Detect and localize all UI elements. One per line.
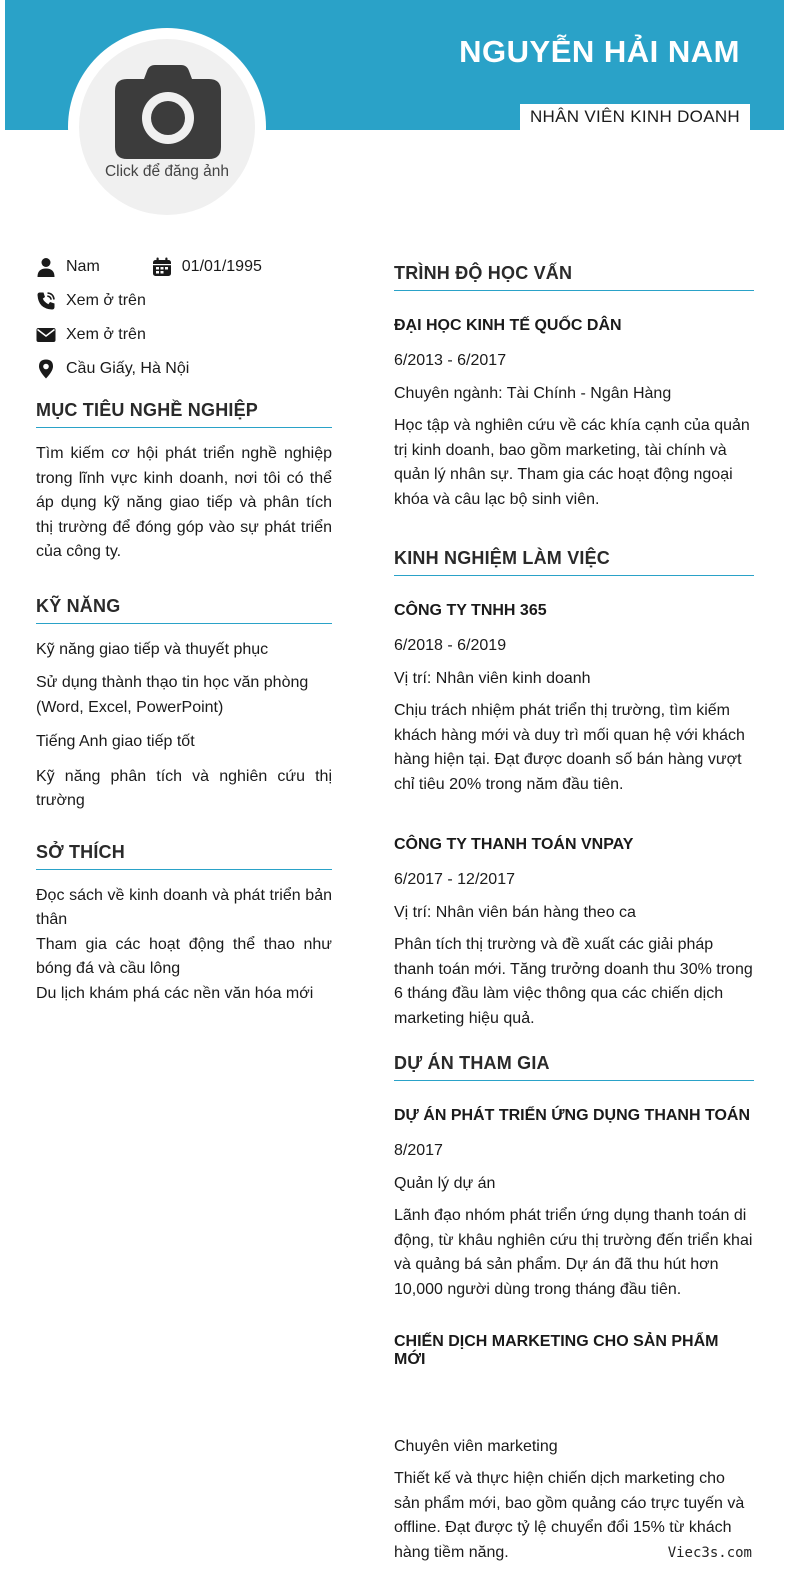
dob-value: 01/01/1995 xyxy=(181,258,262,275)
skill-item: Kỹ năng phân tích và nghiên cứu thị trường xyxy=(36,767,332,809)
project-period: 8/2017 xyxy=(394,1142,443,1159)
project-description: Thiết kế và thực hiện chiến dịch marketing cho sản phẩm mới, bao gồm quảng cáo trực tuyến và offline. Đạt được tỷ lệ chuyển đổi 15% từ khách hàng tiềm năng. xyxy=(394,1470,745,1561)
project-period xyxy=(394,1386,754,1405)
education-section xyxy=(394,263,754,512)
hobby-item: Đọc sách về kinh doanh và phát triển bản thân xyxy=(36,886,332,928)
gender-value: Nam xyxy=(66,258,100,275)
hobbies-title: SỞ THÍCH xyxy=(36,842,332,870)
job-company: CÔNG TY THANH TOÁN VNPAY xyxy=(394,836,634,853)
education-period: 6/2013 - 6/2017 xyxy=(394,352,507,369)
objective-title: MỤC TIÊU NGHỀ NGHIỆP xyxy=(36,400,332,428)
job-period: 6/2017 - 12/2017 xyxy=(394,871,515,888)
left-column xyxy=(36,250,332,1006)
hobby-item: Tham gia các hoạt động thể thao như bóng đá và cầu lông xyxy=(36,935,332,977)
skill-item: Sử dụng thành thạo tin học văn phòng (Word, Excel, PowerPoint) xyxy=(36,674,309,716)
skills-title: KỸ NĂNG xyxy=(36,596,332,624)
phone-value: Xem ở trên xyxy=(66,292,146,309)
job-position: Vị trí: Nhân viên bán hàng theo ca xyxy=(394,904,636,921)
location-pin-icon xyxy=(36,359,56,379)
education-title: TRÌNH ĐỘ HỌC VẤN xyxy=(394,263,754,291)
phone-icon xyxy=(36,291,56,311)
project-role: Quản lý dự án xyxy=(394,1175,496,1192)
hobby-item: Du lịch khám phá các nền văn hóa mới xyxy=(36,984,314,1002)
address-row xyxy=(36,352,332,386)
address-value: Cầu Giấy, Hà Nội xyxy=(66,360,190,377)
projects-title: DỰ ÁN THAM GIA xyxy=(394,1053,754,1081)
envelope-icon xyxy=(36,325,56,345)
email-value: Xem ở trên xyxy=(66,326,146,343)
watermark: Viec3s.com xyxy=(667,1545,752,1561)
skill-item: Tiếng Anh giao tiếp tốt xyxy=(36,733,195,750)
education-major: Chuyên ngành: Tài Chính - Ngân Hàng xyxy=(394,385,672,402)
project-name: DỰ ÁN PHÁT TRIỂN ỨNG DỤNG THANH TOÁN xyxy=(394,1107,751,1124)
experience-item-2 xyxy=(394,836,754,1031)
avatar-upload[interactable] xyxy=(79,39,255,215)
avatar-label: Click để đăng ảnh xyxy=(104,163,230,180)
skill-item: Kỹ năng giao tiếp và thuyết phục xyxy=(36,640,269,658)
job-period: 6/2018 - 6/2019 xyxy=(394,637,507,654)
phone-row xyxy=(36,284,332,318)
candidate-name: NGUYỄN HẢI NAM xyxy=(459,34,740,69)
objective-text: Tìm kiếm cơ hội phát triển nghề nghiệp trong lĩnh vực kinh doanh, nơi tôi có thể áp dụng kỹ năng giao tiếp và phân tích thị trường để đóng góp vào sự phát triển của công ty. xyxy=(36,445,332,560)
email-row xyxy=(36,318,332,352)
project-item-2 xyxy=(394,1333,754,1565)
project-role: Chuyên viên marketing xyxy=(394,1438,558,1455)
job-description: Chịu trách nhiệm phát triển thị trường, tìm kiếm khách hàng mới và duy trì mối quan hệ với khách hàng hiện tại. Đạt được doanh số bán hàng vượt chỉ tiêu 20% trong năm đầu tiên. xyxy=(394,702,745,793)
objective-section xyxy=(36,400,332,565)
job-description: Phân tích thị trường và đề xuất các giải pháp thanh toán mới. Tăng trưởng doanh thu 30% trong 6 tháng đầu làm việc thông qua các chiến dịch marketing hiệu quả. xyxy=(394,936,753,1027)
job-company: CÔNG TY TNHH 365 xyxy=(394,602,547,619)
job-position: Vị trí: Nhân viên kinh doanh xyxy=(394,670,591,687)
skills-section xyxy=(36,596,332,814)
project-description: Lãnh đạo nhóm phát triển ứng dụng thanh toán di động, từ khâu nghiên cứu thị trường đến triển khai và quảng bá sản phẩm. Dự án đã thu hút hơn 10,000 người dùng trong tháng đầu tiên. xyxy=(394,1207,753,1298)
experience-section xyxy=(394,548,754,797)
education-description: Học tập và nghiên cứu về các khía cạnh của quản trị kinh doanh, bao gồm marketing, tài chính và quản lý nhân sự. Tham gia các hoạt động ngoại khóa và câu lạc bộ sinh viên. xyxy=(394,417,750,508)
gender-dob-row xyxy=(36,250,332,284)
experience-title: KINH NGHIỆM LÀM VIỆC xyxy=(394,548,754,576)
projects-section xyxy=(394,1053,754,1302)
person-icon xyxy=(36,257,56,277)
hobbies-section xyxy=(36,842,332,1007)
education-school: ĐẠI HỌC KINH TẾ QUỐC DÂN xyxy=(394,317,622,334)
project-name: CHIẾN DỊCH MARKETING CHO SẢN PHẨM MỚI xyxy=(394,1333,719,1368)
camera-icon xyxy=(115,65,221,159)
job-title: NHÂN VIÊN KINH DOANH xyxy=(520,104,750,130)
calendar-icon xyxy=(152,257,172,277)
